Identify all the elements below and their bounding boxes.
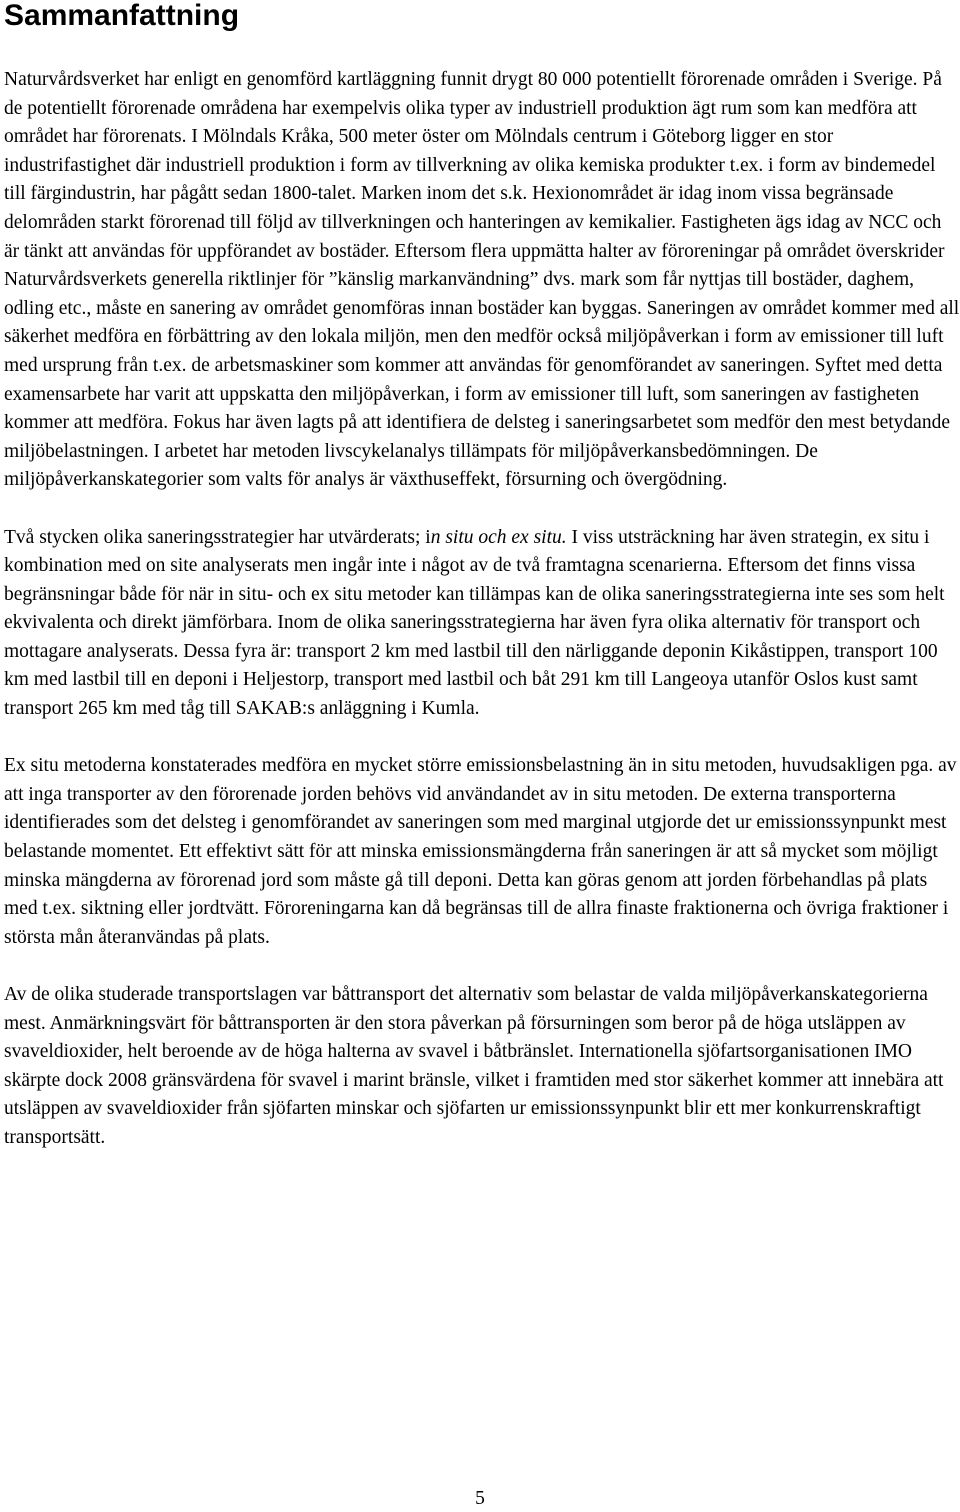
- page-number: 5: [475, 1488, 485, 1509]
- page-title: Sammanfattning: [4, 0, 240, 32]
- paragraph-2-text-start: Två stycken olika saneringsstrategier har utvärderats; i: [4, 526, 431, 548]
- document-body: [4, 66, 960, 1153]
- paragraph-4: Av de olika studerade transportslagen var båttransport det alternativ som belastar de valda miljöpåverkanskategorierna mest. Anmärkningsvärt för båttransporten är den stora påverkan på försurningen som beror på de höga utsläppen av svaveldioxider, helt beroende av de höga halterna av svavel i båtbränslet. Internationella sjöfartsorganisationen IMO skärpte dock 2008 gränsvärdena för svavel i marint bränsle, vilket i framtiden med stor säkerhet kommer att innebära att utsläppen av svaveldioxider från sjöfarten minskar och sjöfarten ur emissionssynpunkt blir ett mer konkurrenskraftigt transportsätt.: [4, 984, 944, 1148]
- paragraph-2-italic-text: n situ och ex situ.: [430, 526, 567, 548]
- paragraph-2-text-end: I viss utsträckning har även strategin, ex situ i kombination med on site analyserats men ingår inte i något av de två framtagna scenarierna. Eftersom det finns vissa begränsningar både för när in situ- och ex situ metoder kan tillämpas kan de olika saneringsstrategierna inte ses som helt ekvivalenta och direkt jämförbara. Inom de olika saneringsstrategierna har även fyra olika alternativ för transport och mottagare analyserats. Dessa fyra är: transport 2 km med lastbil till den närliggande deponin Kikåstippen, transport 100 km med lastbil till en deponi i Heljestorp, transport med lastbil och båt 291 km till Langeoya utanför Oslos kust samt transport 265 km med tåg till SAKAB:s anläggning i Kumla.: [4, 526, 945, 720]
- paragraph-3: Ex situ metoderna konstaterades medföra en mycket större emissionsbelastning än in situ metoden, huvudsakligen pga. av att inga transporter av den förorenade jorden behövs vid användandet av in situ metoden. De externa transporterna identifierades som det delsteg i genomförandet av saneringen som med marginal utgjorde det ur emissionssynpunkt mest belastande momentet. Ett effektivt sätt för att minska emissionsmängderna från saneringen är att så mycket som möjligt minska mängderna av förorenad jord som måste gå till deponi. Detta kan göras genom att jorden förbehandlas på plats med t.ex. siktning eller jordtvätt. Föroreningarna kan då begränsas till de allra finaste fraktionerna och övriga fraktioner i största mån återanvändas på plats.: [4, 755, 957, 948]
- paragraph-2: [4, 524, 960, 724]
- paragraph-1: Naturvårdsverket har enligt en genomförd kartläggning funnit drygt 80 000 potentiellt förorenade områden i Sverige. På de potentiellt förorenade områdena har exempelvis olika typer av industriell produktion ägt rum som kan medföra att området har förorenats. I Mölndals Kråka, 500 meter öster om Mölndals centrum i Göteborg ligger en stor industrifastighet där industriell produktion i form av tillverkning av olika kemiska produkter t.ex. i form av bindemedel till färgindustrin, har pågått sedan 1800-talet. Marken inom det s.k. Hexionområdet är idag inom vissa begränsade delområden starkt förorenad till följd av tillverkningen och hanteringen av kemikalier. Fastigheten ägs idag av NCC och är tänkt att användas för uppförandet av bostäder. Eftersom flera uppmätta halter av föroreningar på området överskrider Naturvårdsverkets generella riktlinjer för ”känslig markanvändning” dvs. mark som får nyttjas till bostäder, daghem, odling etc., måste en sanering av området genomföras innan bostäder kan byggas. Saneringen av området kommer med all säkerhet medföra en förbättring av den lokala miljön, men den medför också miljöpåverkan i form av emissioner till luft med ursprung från t.ex. de arbetsmaskiner som kommer att användas för genomförandet av saneringen. Syftet med detta examensarbete har varit att uppskatta den miljöpåverkan, i form av emissioner till luft, som saneringen av fastigheten kommer att medföra. Fokus har även lagts på att identifiera de delsteg i saneringsarbetet som medför den mest betydande miljöbelastningen. I arbetet har metoden livscykelanalys tillämpats för miljöpåverkansbedömningen. De miljöpåverkanskategorier som valts för analys är växthuseffekt, försurning och övergödning.: [4, 69, 960, 491]
